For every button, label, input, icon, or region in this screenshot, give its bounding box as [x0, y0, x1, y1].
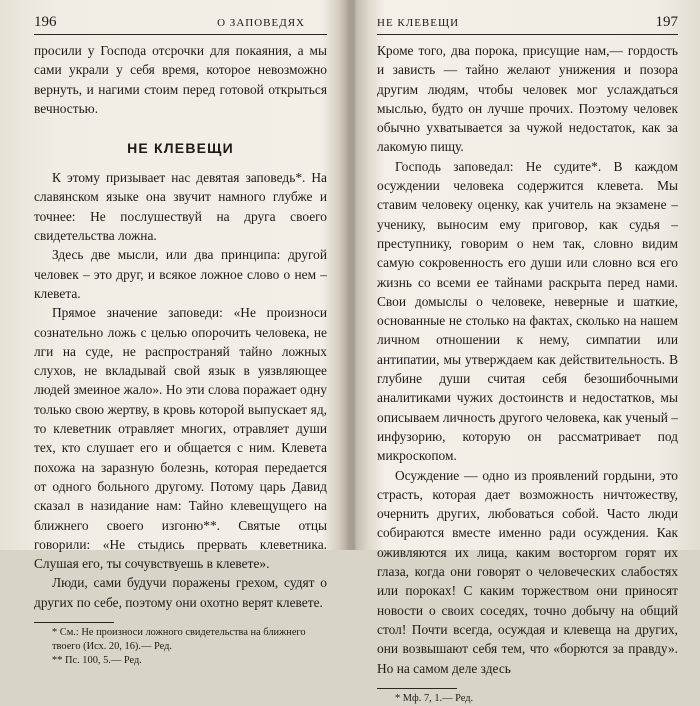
paragraph: К этому призывает нас девятая заповедь*. На славянском языке она звучит намного глубже и точнее: Не послушествуй на друга своего свидетельства ложна. — [34, 170, 327, 244]
right-page-body — [377, 41, 678, 678]
footnote: * См.: Не произноси ложного свидетельства на ближнего твоего (Исх. 20, 16).— Ред. — [52, 627, 306, 653]
running-head: НЕ КЛЕВЕЩИ — [377, 17, 460, 29]
paragraph: Господь заповедал: Не судите*. В каждом осуждении человека содержится клевета. Мы ставим человеку оценку, как учитель на экзамене – ученику, выносим ему приговор, как судья – преступнику, говорим о нем так, словно видим самую сокровенность его души или словно вся его жизнь со всеми ее тайнами раскрыта перед нами. Свои домыслы о человеке, неверные и шаткие, основанные не столько на фактах, сколько на нашем личном отношении к нему, симпатии или антипатии, мы утверждаем как действительность. В глубине души считая себя безошибочными аналитиками чужих достоинств и недостатков, мы описываем личность другого человека, как ученый – инфузорию, которую он рассматривает под микроскопом. — [377, 158, 678, 464]
footnote-rule — [377, 688, 457, 689]
paragraph: Здесь две мысли, или два принципа: другой человек – это друг, и всякое ложное слово о нем – клевета. — [34, 247, 327, 301]
footnote-rule — [34, 622, 114, 623]
left-page — [0, 0, 345, 667]
paragraph: Осуждение — одно из проявлений гордыни, это страсть, которая дает возможность ничтожеству, очернить других, любоваться собой. Часто люди собираются вместе именно ради осуждения. Как оживляются их лица, каким восторгом горят их глаза, когда они говорят о человеческих слабостях или пороках! С каким торжеством они приносят новости о своих соседях, точно добычу на общий стол! Почти всегда, осуждая и клевеща на других, они возвышают себя тем, что «борются за правду». Но на самом деле здесь — [377, 467, 678, 676]
footnotes — [34, 626, 327, 668]
paragraph: Люди, сами будучи поражены грехом, судят о других по себе, поэтому они охотно верят клевете. — [34, 575, 327, 610]
running-head: О ЗАПОВЕДЯХ — [217, 17, 305, 29]
footnote: * Мф. 7, 1.— Ред. — [395, 692, 474, 704]
paragraph: Прямое значение заповеди: «Не произноси сознательно ложь с целью опорочить человека, не лги на суде, не распространяй тайно ложных слухов, не вкладывай свой язык в уязвляющее людей змеиное жало». Но эти слова поражает одну только свою жертву, в кровь которой выпускает яд, то клеветник отравляет многих, отравляет души тех, кто слушает его и общается с ним. Клевета похожа на заразную болезнь, которая передается от одного больного другому. Потому царь Давид сказал в назидание нам: Тайно клевещущего на ближнего своего изгоню**. Святые отцы говорили: «Не стыдись прервать клеветника. Слушая его, ты сочувствуешь в клевете». — [34, 305, 327, 572]
right-page — [355, 0, 700, 704]
page-number: 196 — [34, 14, 57, 30]
paragraph: Кроме того, два порока, присущие нам,— гордость и зависть — тайно желают унижения и позора другим людям, чтобы человек мог услаждаться мыслью, будто он лучше прочих. Поэтому человек обычно ухватывается за чужой недостаток, как за лакомую пищу. — [377, 43, 678, 155]
footnotes — [377, 692, 678, 706]
left-page-body — [34, 41, 327, 612]
paragraph: просили у Господа отсрочки для покаяния, а мы сами украли у себя время, которое невозможно вернуть, и нагими стоим перед готовой открыться вечностью. — [34, 43, 327, 116]
footnote: ** Пс. 100, 5.— Ред. — [52, 655, 142, 667]
page-number: 197 — [655, 14, 678, 30]
right-page-header — [377, 14, 678, 35]
left-page-header — [34, 14, 327, 35]
chapter-title: НЕ КЛЕВЕЩИ — [127, 140, 234, 157]
